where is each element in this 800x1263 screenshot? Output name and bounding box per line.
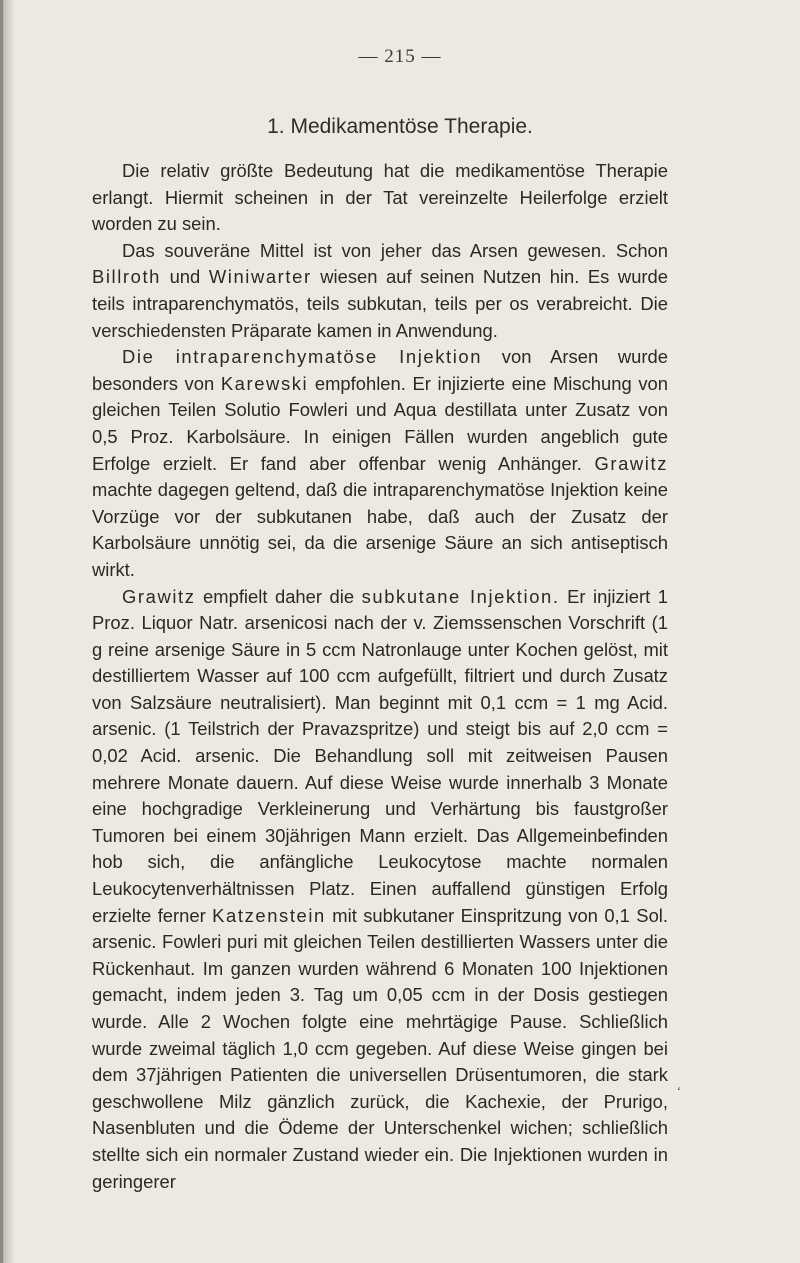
paragraph-2-text-a: Das souveräne Mittel ist von jeher das Arsen gewesen. Schon: [122, 239, 668, 261]
paragraph-4: [92, 584, 668, 1196]
page-number: — 215 —: [358, 46, 442, 67]
body-text: [92, 158, 668, 1195]
paragraph-2: [92, 238, 668, 344]
name-grawitz-2: Grawitz: [122, 585, 196, 607]
name-billroth: Billroth: [92, 266, 162, 288]
margin-mark: ‘: [677, 1084, 681, 1098]
paragraph-3-text-b: empfohlen. Er injizierte eine Mischung von gleichen Teilen Solutio Fowleri und Aqua destillata unter Zusatz von 0,5 Proz. Karbolsäure. In einigen Fällen wurden angeblich gute Erfolge erzielt. Er fand aber offenbar wenig Anhänger.: [92, 372, 668, 474]
paragraph-4-text-b: Er injiziert 1 Proz. Liquor Natr. arsenicosi nach der v. Ziemssenschen Vorschrift (1 g reine arsenige Säure in 5 ccm Natronlauge unter Kochen gelöst, mit destilliertem Wasser auf 100 ccm aufgefüllt, filtriert und durch Zusatz von Salzsäure neutralisiert). Man beginnt mit 0,1 ccm = 1 mg Acid. arsenic. (1 Teilstrich der Pravazspritze) und steigt bis auf 2,0 ccm = 0,02 Acid. arsenic. Die Behandlung soll mit zeitweisen Pausen mehrere Monate dauern. Auf diese Weise wurde innerhalb 3 Monate eine hochgradige Verkleinerung und Verhärtung bis faustgroßer Tumoren bei einem 30jährigen Mann erzielt. Das Allgemeinbefinden hob sich, die anfängliche Leukocytose machte normalen Leukocytenverhältnissen Platz. Einen auffallend günstigen Erfolg erzielte ferner: [92, 585, 668, 926]
term-intraparenchymatose-injektion: Die intraparenchymatöse Injektion: [122, 346, 483, 368]
paragraph-4-text-c: mit subkutaner Einspritzung von 0,1 Sol. arsenic. Fowleri puri mit gleichen Teilen destillierten Wassers unter die Rückenhaut. Im ganzen wurden während 6 Monaten 100 Injektionen gemacht, indem jeden 3. Tag um 0,05 ccm in der Dosis gestiegen wurde. Alle 2 Wochen folgte eine mehrtägige Pause. Schließlich wurde zweimal täglich 1,0 ccm gegeben. Auf diese Weise gingen bei dem 37jährigen Patienten die universellen Drüsentumoren, die stark geschwollene Milz gänzlich zurück, die Kachexie, der Prurigo, Nasenbluten und die Ödeme der Unterschenkel wichen; schließlich stellte sich ein normaler Zustand wieder ein. Die Injektionen wurden in geringerer: [92, 904, 668, 1192]
term-subkutane-injektion: subkutane Injektion.: [361, 585, 560, 607]
paragraph-3-text-a: von Arsen wurde besonders von: [92, 346, 668, 394]
book-spine-edge: [0, 0, 3, 1263]
paragraph-3: [92, 344, 668, 583]
name-grawitz-1: Grawitz: [594, 452, 668, 474]
paragraph-1: Die relativ größte Bedeutung hat die medikamentöse Therapie erlangt. Hiermit scheinen in der Tat vereinzelte Heilerfolge erzielt worden zu sein.: [92, 160, 668, 235]
paragraph-2-text-b: und: [161, 266, 209, 288]
name-katzenstein: Katzenstein: [212, 904, 326, 926]
section-heading: 1. Medikamentöse Therapie.: [267, 115, 533, 138]
paragraph-2-text-c: wiesen auf seinen Nutzen hin. Es wurde teils intraparenchymatös, teils subkutan, teils per os verabreicht. Die verschiedensten Präparate kamen in Anwendung.: [92, 266, 669, 341]
paragraph-3-text-c: machte dagegen geltend, daß die intraparenchymatöse Injektion keine Vorzüge vor der subkutanen habe, daß auch der Zusatz der Karbolsäure unnötig sei, da die arsenige Säure an sich antiseptisch wirkt.: [92, 479, 668, 580]
paragraph-4-text-a: empfielt daher die: [195, 585, 362, 607]
name-winiwarter: Winiwarter: [208, 266, 312, 288]
name-karewski: Karewski: [220, 372, 309, 394]
